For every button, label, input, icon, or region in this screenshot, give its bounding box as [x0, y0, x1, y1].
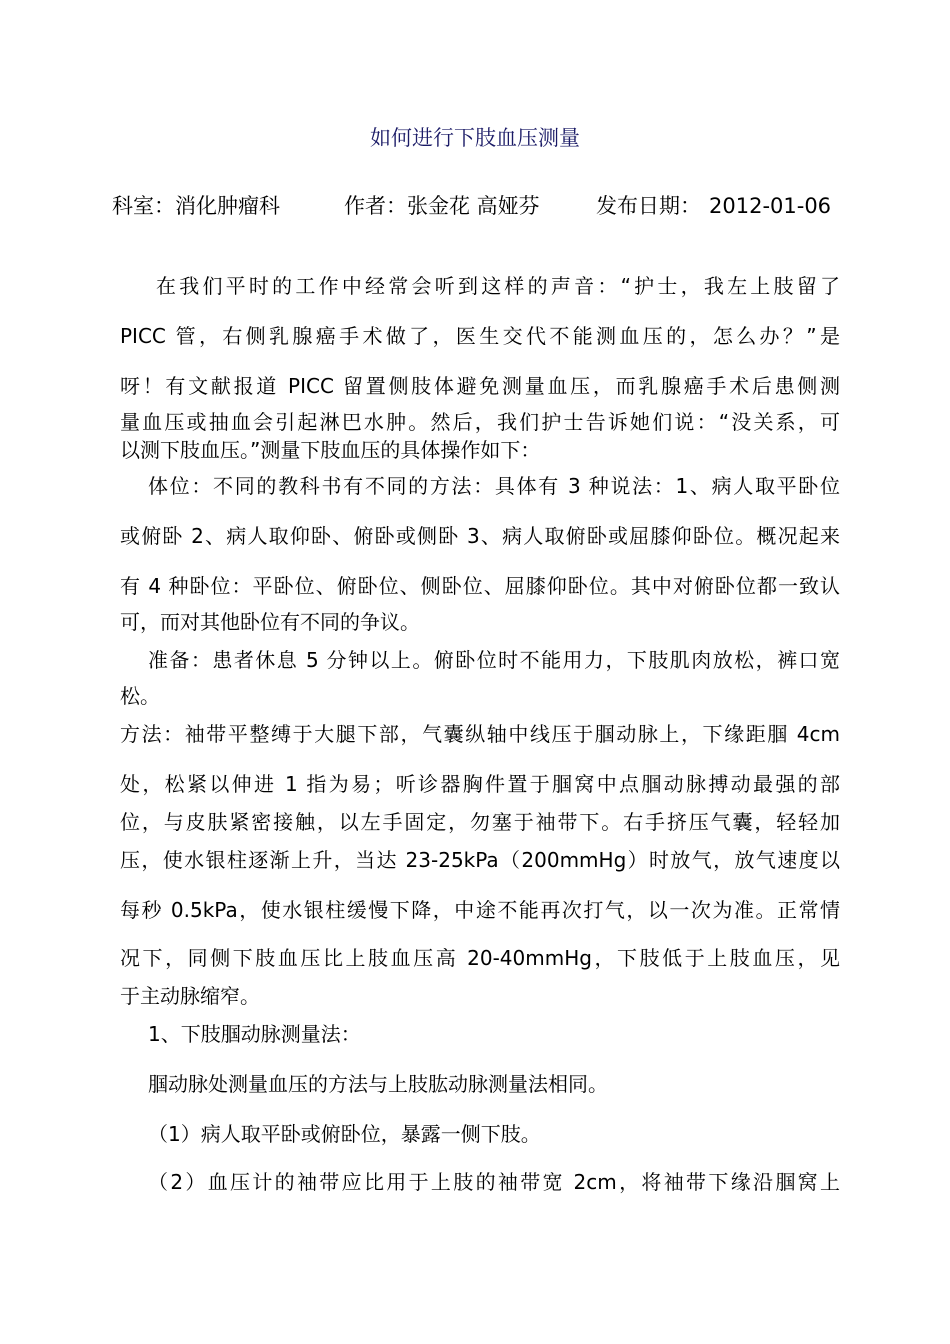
body-line: 位，与皮肤紧密接触，以左手固定，勿塞于袖带下。右手挤压气囊，轻轻加 [120, 810, 840, 834]
body-line: 每秒 0.5kPa，使水银柱缓慢下降，中途不能再次打气，以一次为准。正常情 [120, 898, 840, 922]
body-line: （2）血压计的袖带应比用于上肢的袖带宽 2cm，将袖带下缘沿腘窝上 [148, 1170, 840, 1194]
department-label: 科室：消化肿瘤科 [112, 194, 280, 218]
body-line: 可，而对其他卧位有不同的争议。 [120, 610, 420, 634]
body-line: （1）病人取平卧或俯卧位，暴露一侧下肢。 [148, 1122, 541, 1146]
body-line: PICC 管，右侧乳腺癌手术做了，医生交代不能测血压的，怎么办？”是 [120, 324, 840, 348]
section-heading: 1、下肢腘动脉测量法： [148, 1022, 361, 1046]
author-label: 作者：张金花 高娅芬 [344, 194, 540, 218]
body-line: 准备：患者休息 5 分钟以上。俯卧位时不能用力，下肢肌肉放松，裤口宽 [148, 648, 840, 672]
body-line: 腘动脉处测量血压的方法与上肢肱动脉测量法相同。 [148, 1072, 608, 1096]
body-line: 压，使水银柱逐渐上升，当达 23-25kPa（200mmHg）时放气，放气速度以 [120, 848, 840, 872]
body-line: 松。 [120, 684, 160, 708]
body-line: 量血压或抽血会引起淋巴水肿。然后，我们护士告诉她们说：“没关系，可 [120, 410, 840, 434]
body-line: 呀！有文献报道 PICC 留置侧肢体避免测量血压，而乳腺癌手术后患侧测 [120, 374, 840, 398]
date-label: 发布日期： [596, 194, 701, 218]
date-value: 2012-01-06 [709, 194, 832, 218]
body-line: 在我们平时的工作中经常会听到这样的声音：“护士，我左上肢留了 [156, 274, 840, 298]
body-line: 有 4 种卧位：平卧位、俯卧位、侧卧位、屈膝仰卧位。其中对俯卧位都一致认 [120, 574, 840, 598]
body-line: 以测下肢血压。”测量下肢血压的具体操作如下： [120, 438, 541, 462]
document-title: 如何进行下肢血压测量 [370, 126, 580, 150]
body-line: 处，松紧以伸进 1 指为易；听诊器胸件置于腘窝中点腘动脉搏动最强的部 [120, 772, 840, 796]
body-line: 方法：袖带平整缚于大腿下部，气囊纵轴中线压于腘动脉上，下缘距腘 4cm [120, 722, 840, 746]
document-meta [112, 192, 831, 220]
body-line: 体位：不同的教科书有不同的方法：具体有 3 种说法：1、病人取平卧位 [148, 474, 840, 498]
body-line: 况下，同侧下肢血压比上肢血压高 20-40mmHg，下肢低于上肢血压，见 [120, 946, 840, 970]
body-line: 或俯卧 2、病人取仰卧、俯卧或侧卧 3、病人取俯卧或屈膝仰卧位。概况起来 [120, 524, 840, 548]
body-line: 于主动脉缩窄。 [120, 984, 260, 1008]
